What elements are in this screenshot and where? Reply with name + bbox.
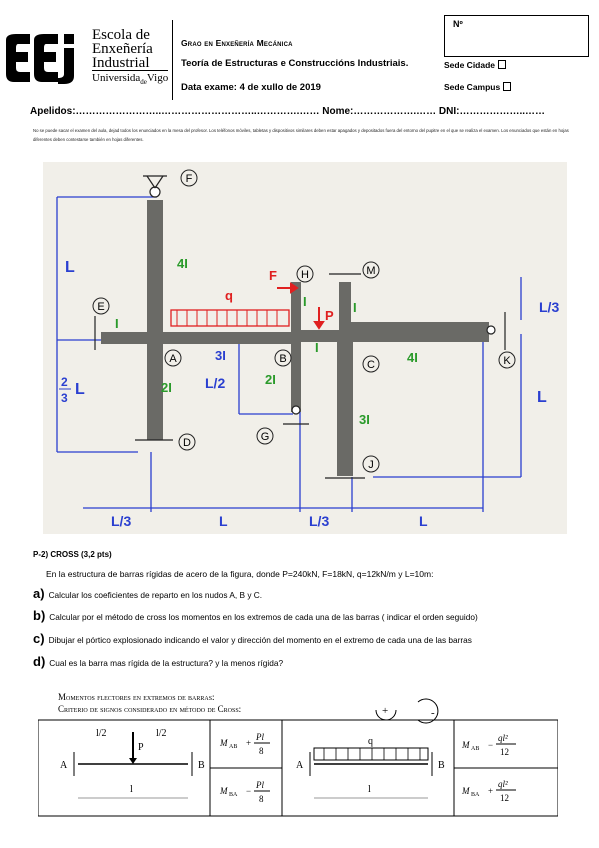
bar-CK xyxy=(339,322,489,342)
plus-sign: + xyxy=(382,705,389,717)
mba-sub: BA xyxy=(229,792,238,798)
svg-text:B: B xyxy=(279,353,287,365)
bar-EB xyxy=(101,332,291,344)
question-a-text: Calcular los coeficientes de reparto en los nudos A, B y C. xyxy=(48,590,263,600)
svg-text:L: L xyxy=(219,513,228,529)
span-half-2: l/2 xyxy=(156,728,167,739)
svg-text:I: I xyxy=(115,316,119,331)
school-line1: Escola de xyxy=(92,27,150,43)
svg-text:F: F xyxy=(185,173,193,185)
svg-text:L: L xyxy=(537,389,547,406)
school-line4a: Universida xyxy=(92,72,141,84)
qmab-den: 12 xyxy=(500,747,509,757)
school-line2: Enxeñería xyxy=(92,41,153,57)
svg-text:L/2: L/2 xyxy=(205,375,226,391)
qmba-label: M xyxy=(462,786,470,796)
span-l-right: l xyxy=(368,784,371,795)
distributed-load-beam xyxy=(296,736,445,798)
mab-sign: + xyxy=(246,738,252,748)
name-field[interactable]: Nome:……………….…… xyxy=(322,106,437,117)
svg-text:D: D xyxy=(183,437,191,449)
bar-HG xyxy=(291,282,301,412)
bar-FD xyxy=(147,200,163,440)
student-info-row xyxy=(30,106,545,117)
svg-text:F: F xyxy=(269,268,277,283)
node-B-left: B xyxy=(198,760,205,771)
load-q: q xyxy=(368,736,373,747)
question-b xyxy=(33,608,478,623)
structure-figure xyxy=(43,162,567,534)
load-P: P xyxy=(138,742,144,753)
number-label: Nº xyxy=(453,19,463,29)
svg-text:2I: 2I xyxy=(161,380,172,395)
svg-text:E: E xyxy=(97,301,105,313)
svg-text:H: H xyxy=(301,269,309,281)
school-logo xyxy=(2,28,172,88)
svg-text:3I: 3I xyxy=(215,348,226,363)
qmab-label: M xyxy=(462,740,470,750)
photo-background xyxy=(43,162,567,534)
svg-text:C: C xyxy=(367,359,375,371)
eei-logo-icon xyxy=(2,32,88,84)
problem-title: P-2) CROSS (3,2 pts) xyxy=(33,550,112,559)
svg-text:L: L xyxy=(419,513,428,529)
svg-text:4I: 4I xyxy=(177,256,188,271)
question-d xyxy=(33,654,283,669)
bar-CJ xyxy=(337,338,353,476)
question-c-letter: c) xyxy=(33,631,45,646)
svg-text:K: K xyxy=(503,355,511,367)
svg-text:L: L xyxy=(75,381,85,398)
question-c-text: Dibujar el pórtico explosionado indicando el valor y dirección del momento en el extremo de cada una de las barras xyxy=(48,635,472,645)
school-line4 xyxy=(92,71,168,89)
svg-text:L/3: L/3 xyxy=(309,513,330,529)
svg-text:q: q xyxy=(225,288,233,303)
node-A-left: A xyxy=(60,760,68,771)
svg-text:I: I xyxy=(315,340,319,355)
school-name xyxy=(92,28,168,89)
question-d-letter: d) xyxy=(33,654,46,669)
svg-text:J: J xyxy=(368,459,374,471)
sede-campus-label: Sede Campus xyxy=(444,82,501,92)
sign-convention xyxy=(376,699,438,723)
qmba-num: ql² xyxy=(498,779,508,789)
svg-text:L/3: L/3 xyxy=(539,299,560,315)
minus-sign: - xyxy=(431,707,435,719)
degree-title: Grao en Enxeñería Mecánica xyxy=(181,38,293,48)
qmab-sub: AB xyxy=(471,746,480,752)
table-title-1: Momentos flectores en extremos de barras: xyxy=(58,692,215,702)
mab-den: 8 xyxy=(259,746,264,756)
point-load-beam xyxy=(60,728,205,798)
qmba-den: 12 xyxy=(500,793,509,803)
svg-text:I: I xyxy=(353,300,357,315)
svg-text:L/3: L/3 xyxy=(111,513,132,529)
qmba-sub: BA xyxy=(471,792,480,798)
qmab-sign: − xyxy=(488,740,494,750)
mab-label: M xyxy=(220,738,228,748)
svg-text:L: L xyxy=(65,259,75,276)
svg-text:2I: 2I xyxy=(265,372,276,387)
question-a-letter: a) xyxy=(33,586,45,601)
node-B-right: B xyxy=(438,760,445,771)
exam-number-box[interactable] xyxy=(444,15,589,57)
svg-text:G: G xyxy=(260,431,270,443)
svg-text:4I: 4I xyxy=(407,350,418,365)
moments-table xyxy=(38,688,558,818)
school-line3: Industrial xyxy=(92,56,168,71)
mba-den: 8 xyxy=(259,794,264,804)
question-b-text: Calcular por el método de cross los momentos en los extremos de cada una de las barras ( indicar el orden seguido) xyxy=(49,612,478,622)
svg-text:A: A xyxy=(169,353,177,365)
svg-text:P: P xyxy=(325,308,334,323)
svg-text:I: I xyxy=(303,294,307,309)
sede-cidade-label: Sede Cidade xyxy=(444,60,496,70)
exam-instructions: No se puede sacar el examen del aula, dejad todos los enunciados en la mesa del profesor. Los teléfonos móviles, tabletas y dispositivos similares deben estar apagados y depositados fuera del entorno del pupitre en el que se realiza el examen. Los enunciados que están en hojas diferentes deben contestarse también en hojas diferentes. xyxy=(33,128,569,142)
span-l-left: l xyxy=(130,784,133,795)
span-half-1: l/2 xyxy=(96,728,107,739)
svg-text:3I: 3I xyxy=(359,412,370,427)
question-d-text: Cual es la barra mas rígida de la estructura? y la menos rígida? xyxy=(49,658,284,668)
svg-text:3: 3 xyxy=(61,391,68,405)
svg-text:M: M xyxy=(366,265,376,277)
question-c xyxy=(33,631,472,646)
mba-label: M xyxy=(220,786,228,796)
exam-date: Data exame: 4 de xullo de 2019 xyxy=(181,82,321,93)
mba-sign: − xyxy=(246,786,252,796)
dni-field[interactable]: DNI:………………..…… xyxy=(438,106,546,117)
surname-field[interactable]: Apelidos:……………………..………………………..………….…… xyxy=(30,106,320,117)
svg-text:2: 2 xyxy=(61,375,68,389)
header-divider xyxy=(172,20,173,100)
school-line4-de: de xyxy=(140,78,147,87)
qmba-sign: + xyxy=(488,786,494,796)
sede-campus[interactable] xyxy=(444,82,511,92)
mab-sub: AB xyxy=(229,744,238,750)
sede-cidade[interactable] xyxy=(444,60,506,70)
sede-campus-checkbox[interactable] xyxy=(503,82,511,91)
subject-title: Teoría de Estructuras e Construccións Industriais. xyxy=(181,58,409,69)
table-title-2: Criterio de signos considerado en método de Cross: xyxy=(58,704,242,714)
school-line4b: Vigo xyxy=(146,72,169,84)
mba-num: Pl xyxy=(256,780,264,790)
problem-statement: En la estructura de barras rígidas de acero de la figura, donde P=240kN, F=18kN, q=12kN/m y L=10m: xyxy=(46,569,434,579)
node-A-right: A xyxy=(296,760,304,771)
question-a xyxy=(33,586,262,601)
sede-cidade-checkbox[interactable] xyxy=(498,60,506,69)
mab-num: Pl xyxy=(256,732,264,742)
qmab-num: ql² xyxy=(498,733,508,743)
question-b-letter: b) xyxy=(33,608,46,623)
